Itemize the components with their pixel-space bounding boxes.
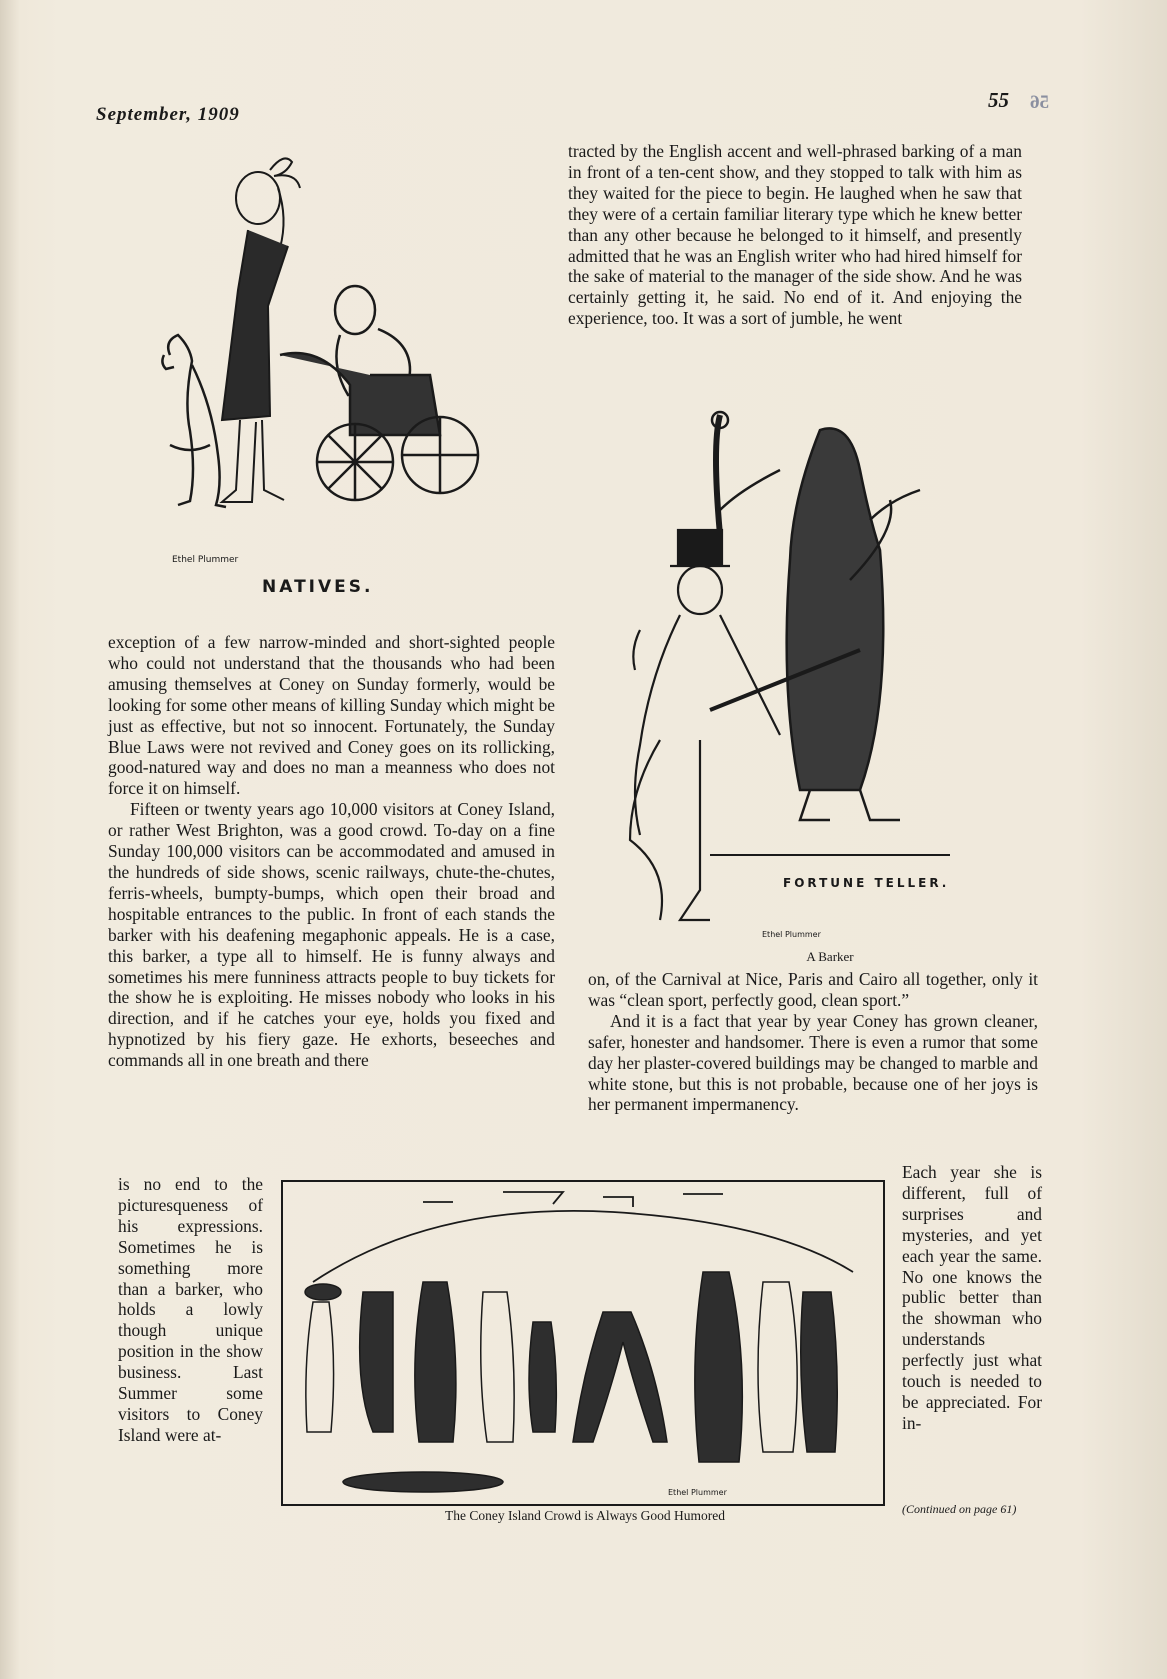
page-number: 55 bbox=[988, 88, 1009, 112]
paragraph: is no end to the picturesqueness of his expressions. Sometimes he is something more than a barker, who holds a lowly though unique position in the show business. Last Summer some visitors to Coney Island were at- bbox=[118, 1174, 263, 1445]
natives-label: NATIVES. bbox=[262, 577, 374, 597]
fortune-signature: Ethel Plummer bbox=[762, 930, 821, 939]
natives-illustration bbox=[140, 150, 520, 550]
left-column bbox=[108, 632, 555, 1071]
bleed-through bbox=[110, 150, 118, 184]
paragraph: And it is a fact that year by year Coney has grown cleaner, safer, honester and handsomer. There is even a rumor that some day her plaster-covered buildings may be changed to marble and white stone, but this is not probable, because one of her joys is her permanent impermanency. bbox=[588, 1010, 1038, 1115]
continued-note: (Continued on page 61) bbox=[902, 1502, 1017, 1516]
fortune-teller-drawing bbox=[712, 412, 920, 820]
crowd-figures bbox=[305, 1272, 837, 1492]
crowd-signature: Ethel Plummer bbox=[668, 1488, 727, 1497]
page-date: September, 1909 bbox=[96, 104, 240, 125]
paragraph: on, of the Carnival at Nice, Paris and Cairo all together, only it was “clean sport, perfectly good, clean sport.” bbox=[588, 969, 1038, 1010]
fortune-teller-label: FORTUNE TELLER. bbox=[783, 876, 950, 890]
crowd-caption: The Coney Island Crowd is Always Good Humored bbox=[444, 1508, 726, 1523]
natives-signature: Ethel Plummer bbox=[172, 555, 239, 565]
crowd-illustration bbox=[283, 1182, 883, 1504]
crowd-illustration-frame bbox=[281, 1180, 885, 1506]
girl-drawing bbox=[222, 158, 300, 502]
fortune-caption: A Barker bbox=[806, 949, 854, 964]
baby-carriage-drawing bbox=[280, 286, 478, 500]
dog-drawing bbox=[162, 335, 226, 507]
stamped-page-number: 56 bbox=[1030, 92, 1049, 113]
paragraph: Each year she is different, full of surprises and mysteries, and yet each year the same. No one knows the public better than the showman who understands perfectly just what touch is needed to be appreciated. For in- bbox=[902, 1162, 1042, 1433]
right-middle-column bbox=[588, 969, 1038, 1115]
paragraph: exception of a few narrow-minded and short-sighted people who could not understand that the thousands who had been amusing themselves at Coney on Sunday formerly, would be looking for some other means of killing Sunday which might be just as effective, but not so innocent. Fortunately, the Sunday Blue Laws were not revived and Coney goes on its rollicking, good-natured way and does no man a meanness who does not force it on himself. bbox=[108, 632, 555, 799]
paragraph: tracted by the English accent and well-phrased barking of a man in front of a ten-cent show, and they stopped to talk with him as they waited for the piece to begin. He laughed when he saw that they were of a certain familiar literary type which he knew better than any other because he belonged to it himself, and presently admitted that he was an English writer who had hired himself for the sake of material to the manager of the side show. And he was certainly getting it, he said. No end of it. And enjoying the experience, too. It was a sort of jumble, he went bbox=[568, 141, 1022, 329]
left-narrow-column bbox=[118, 1174, 263, 1446]
fortune-teller-illustration bbox=[620, 410, 1000, 930]
paragraph: Fifteen or twenty years ago 10,000 visitors at Coney Island, or rather West Brighton, was a good crowd. To-day on a fine Sunday 100,000 visitors can be accommodated and amused in the hundreds of side shows, scenic railways, chute-the-chutes, ferris-wheels, bumpty-bumps, which open their broad and hospitable entrances to the public. In front of each stands the barker with his deafening megaphonic appeals. He is a case, this barker, a type all to himself. He is funny always and sometimes his mere funniness attracts people to buy tickets for the show he is exploiting. He misses nobody who looks in his direction, and if he catches your eye, holds you fixed and hypnotized by his fiery gaze. He exhorts, beseeches and commands all in one breath and there bbox=[108, 799, 555, 1071]
right-narrow-column bbox=[902, 1162, 1042, 1434]
right-top-column bbox=[568, 141, 1022, 329]
